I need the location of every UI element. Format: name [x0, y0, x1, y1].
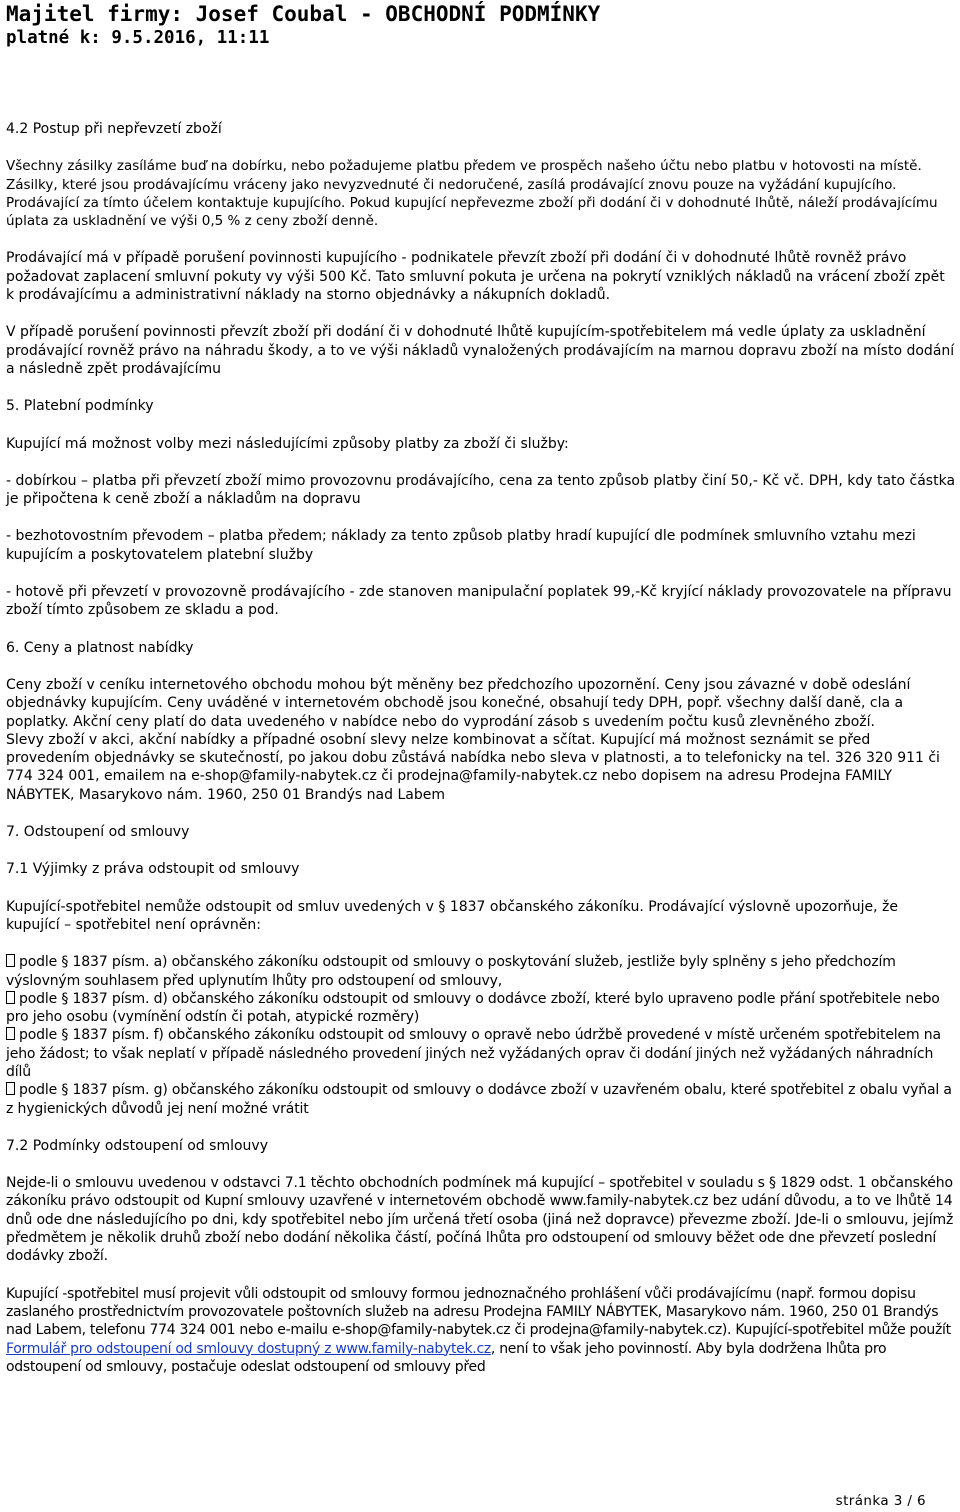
validity-date: platné k: 9.5.2016, 11:11 [6, 28, 270, 48]
paragraph-prices: Ceny zboží v ceníku internetového obchodu mohou být měněny bez předchozího upozornění. Ceny jsou závazné v době odeslání objednávky kupujícím. Ceny uváděné v internetovém obchodě jsou konečné, obsahují tedy DPH, popř. všechny další daně, cla a poplatky. Akční ceny platí do data uvedeného v nabídce nebo do vyprodání zásob s uvedením počtu kusů zlevněného zboží. [6, 676, 911, 730]
paragraph-penalty: Prodávající má v případě porušení povinnosti kupujícího - podnikatele převzít zboží při dodání či v dohodnuté lhůtě rovněž právo požadovat zaplacení smluvní pokuty vy výši 500 Kč. Tato smluvní pokuta je určena na pokrytí vzniklých nákladů na vrácení zboží zpět k prodávajícímu a administrativní náklady na storno objednávky a nákupních dokladů. [6, 250, 945, 304]
bullet-box-icon [6, 954, 15, 967]
payment-method-cod: - dobírkou – platba při převzetí zboží mimo provozovnu prodávajícího, cena za tento způsob platby činí 50,- Kč vč. DPH, kdy tato částka je připočtena k ceně zboží a nákladům na dopravu [6, 472, 956, 508]
subsection-heading-7-2: 7.2 Podmínky odstoupení od smlouvy [6, 1137, 268, 1154]
paragraph-withdrawal-form: Kupující -spotřebitel musí projevit vůli odstoupit od smlouvy formou jednoznačného prohlášení vůči prodávajícímu (např. formou dopisu zaslaného prostřednictvím provozovatele poštovních služeb na adresu Prodejna FAMILY NÁBYTEK, Masarykovo nám. 1960, 250 01 Brandýs nad Labem, telefonu 774 324 001 nebo e-mailu e-shop@family-nabytek.cz či prodejna@family-nabytek.cz). Kupující-spotřebitel může použít Formulář pro odstoupení od smlouvy dostupný z www.family-nabytek.cz, není to však jeho povinností. Aby byla dodržena lhůta pro odstoupení od smlouvy, postačuje odeslat odstoupení od smlouvy před [6, 1285, 951, 1375]
section-heading-6: 6. Ceny a platnost nabídky [6, 639, 194, 656]
section-heading-7: 7. Odstoupení od smlouvy [6, 824, 190, 841]
paragraph-exceptions: Kupující-spotřebitel nemůže odstoupit od smluv uvedených v § 1837 občanského zákoníku. Prodávající výslovně upozorňuje, že kupující – spotřebitel není oprávněn: [6, 898, 898, 933]
document-title: Majitel firmy: Josef Coubal - OBCHODNÍ PODMÍNKY [6, 2, 601, 26]
withdrawal-form-link[interactable]: Formulář pro odstoupení od smlouvy dostupný z www.family-nabytek.cz [6, 1340, 491, 1357]
paragraph-shipment: Všechny zásilky zasíláme buď na dobírku, nebo požadujeme platbu předem ve prospěch našeho účtu nebo platbu v hotovosti na místě. Zásilky, které jsou prodávajícímu vráceny jako nevyzvednuté či nedoručené, zasílá prodávající znovu pouze na vyžádání kupujícího. Prodávající za tímto účelem kontaktuje kupujícího. Pokud kupující nepřevezme zboží při dodání či v dohodnuté lhůtě, náleží prodávajícímu úplata za uskladnění ve výši 0,5 % z ceny zboží denně. [6, 158, 938, 230]
payment-method-cash: - hotově při převzetí v provozovně prodávajícího - zde stanoven manipulační poplatek 99,-Kč kryjící náklady provozovatele na přípravu zboží tímto způsobem ze skladu a pod. [6, 584, 952, 619]
payment-method-transfer: - bezhotovostním převodem – platba předem; náklady za tento způsob platby hradí kupující dle podmínek smluvního vztahu mezi kupujícím a poskytovatelem platební služby [6, 528, 916, 563]
section-heading-4-2: 4.2 Postup při nepřevzetí zboží [6, 121, 222, 137]
paragraph-discounts: Slevy zboží v akci, akční nabídky a případné osobní slevy nelze kombinovat a sčítat. Kupující má možnost seznámit se před provedením objednávky se skutečností, po jakou dobu zůstává nabídka nebo sleva v platnosti, a to telefonicky na tel. 326 320 911 či 774 324 001, emailem na e-shop@family-nabytek.cz či prodejna@family-nabytek.cz nebo dopisem na adresu Prodejna FAMILY NÁBYTEK, Masarykovo nám. 1960, 250 01 Brandýs nad Labem [6, 731, 940, 803]
paragraph-damages: V případě porušení povinnosti převzít zboží při dodání či v dohodnuté lhůtě kupujícím-spotřebitelem má vedle úplaty za uskladnění prodávající rovněž právo na náhradu škody, a to ve výši nákladů vynaložených prodávajícím na marnou dopravu zboží na místo dodání a následně zpět prodávajícímu [6, 324, 955, 377]
page-number: stránka 3 / 6 [835, 1493, 926, 1509]
exception-list: podle § 1837 písm. a) občanského zákoníku odstoupit od smlouvy o poskytování služeb, jestliže byly splněny s jeho předchozím výslovným souhlasem před uplynutím lhůty pro odstoupení od smlouvy, podle § 1837 písm. d) občanského zákoníku odstoupit od smlouvy o dodávce zboží, které bylo upraveno podle přání spotřebitele nebo pro jeho osobu (vymínění odstín či potah, atypické rozměry) podle § 1837 písm. f) občanského zákoníku odstoupit od smlouvy o opravě nebo údržbě provedené v místě určeném spotřebitelem na jeho žádost; to však neplatí v případě následného provedení jiných než vyžádaných oprav či dodání jiných než vyžádaných náhradních dílů podle § 1837 písm. g) občanského zákoníku odstoupit od smlouvy o dodávce zboží v uzavřeném obalu, které spotřebitel z obalu vyňal a z hygienických důvodů jej není možné vrátit [6, 954, 952, 1117]
bullet-box-icon [6, 1082, 15, 1095]
payment-intro: Kupující má možnost volby mezi následujícími způsoby platby za zboží či služby: [6, 435, 569, 452]
document-header [6, 2, 600, 49]
bullet-box-icon [6, 991, 15, 1004]
paragraph-withdrawal-conditions: Nejde-li o smlouvu uvedenou v odstavci 7.1 těchto obchodních podmínek má kupující – spotřebitel v souladu s § 1829 odst. 1 občanského zákoníku právo odstoupit od Kupní smlouvy uzavřené v internetovém obchodě www.family-nabytek.cz bez udání důvodu, a to ve lhůtě 14 dnů ode dne následujícího po dni, kdy spotřebitel nebo jím určená třetí osoba (jiná než dopravce) převezme zboží. Jde-li o smlouvu, jejímž předmětem je několik druhů zboží nebo dodání několika částí, počíná lhůta pro odstoupení od smlouvy běžet ode dne převzetí poslední dodávky zboží. [6, 1175, 954, 1265]
subsection-heading-7-1: 7.1 Výjimky z práva odstoupit od smlouvy [6, 861, 300, 878]
document-body [6, 120, 956, 1395]
bullet-box-icon [6, 1027, 15, 1040]
section-heading-5: 5. Platební podmínky [6, 398, 154, 415]
